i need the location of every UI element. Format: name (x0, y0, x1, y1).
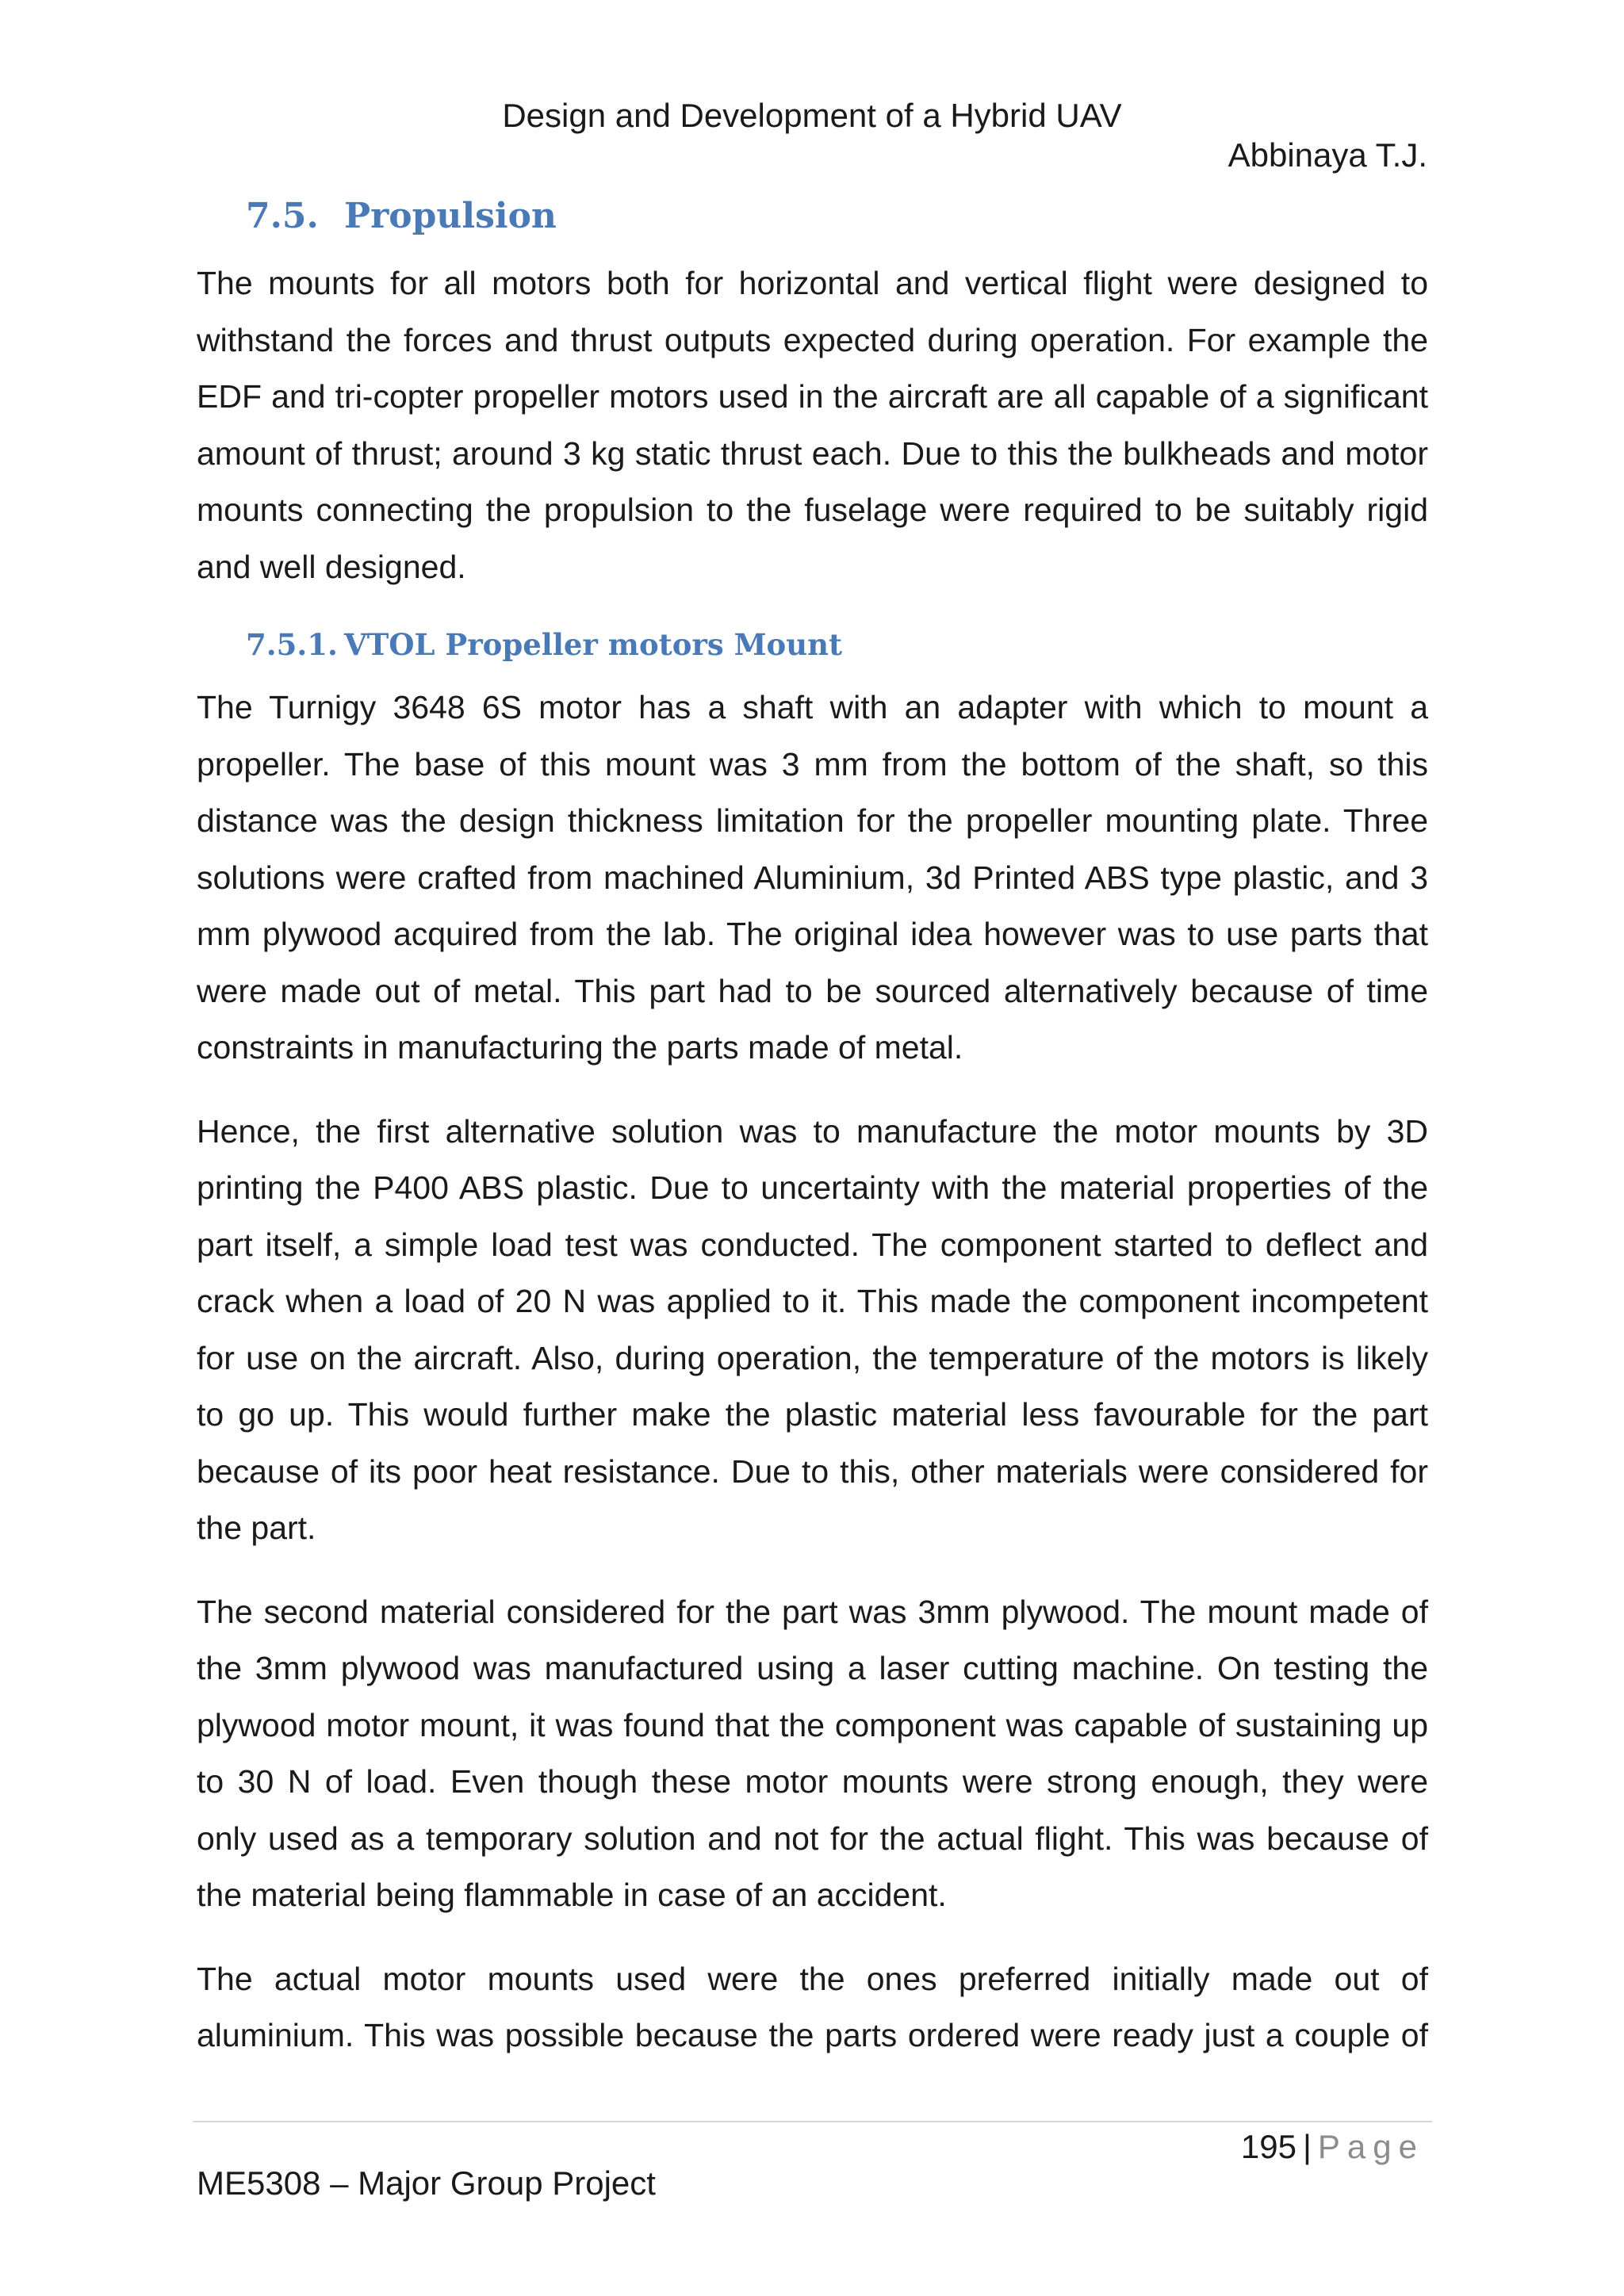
page-label: Page (1317, 2128, 1424, 2165)
page-number (1241, 2125, 1424, 2169)
section-heading (246, 193, 1428, 239)
running-footer-course: ME5308 – Major Group Project (197, 2164, 656, 2202)
subsection-title: VTOL Propeller motors Mount (344, 627, 843, 662)
page-number-value: 195 (1240, 2128, 1297, 2165)
body-paragraph: The Turnigy 3648 6S motor has a shaft with an adapter with which to mount a propeller. The base of this mount was 3 mm from the bottom of the shaft, so this distance was the design thickness limitation for the propeller mounting plate. Three solutions were crafted from machined Aluminium, 3d Printed ABS type plastic, and 3 mm plywood acquired from the lab. The original idea however was to use parts that were made out of metal. This part had to be sourced alternatively because of time constraints in manufacturing the parts made of metal. (197, 689, 1428, 1066)
body-paragraph: The second material considered for the part was 3mm plywood. The mount made of the 3mm plywood was manufactured using a laser cutting machine. On testing the plywood motor mount, it was found that the component was capable of sustaining up to 30 N of load. Even though these motor mounts were strong enough, they were only used as a temporary solution and not for the actual flight. This was because of the material being flammable in case of an accident. (197, 1593, 1428, 1913)
body-paragraph-continued: The actual motor mounts used were the ones preferred initially made out of aluminium. This was possible because the parts ordered were ready just a couple of (197, 1960, 1428, 2053)
section-intro-paragraph: The mounts for all motors both for horizontal and vertical flight were designed to withstand the forces and thrust outputs expected during operation. For example the EDF and tri-copter propeller motors used in the aircraft are all capable of a significant amount of thrust; around 3 kg static thrust each. Due to this the bulkheads and motor mounts connecting the propulsion to the fuselage were required to be suitably rigid and well designed. (197, 265, 1428, 585)
running-header-title: Design and Development of a Hybrid UAV (502, 97, 1122, 134)
subsection-heading (246, 624, 1428, 665)
section-title: Propulsion (344, 196, 557, 236)
body-paragraph: Hence, the first alternative solution was to manufacture the motor mounts by 3D printing the P400 ABS plastic. Due to uncertainty with the material properties of the part itself, a simple load test was conducted. The component started to deflect and crack when a load of 20 N was applied to it. This made the component incompetent for use on the aircraft. Also, during operation, the temperature of the motors is likely to go up. This would further make the plastic material less favourable for the part because of its poor heat resistance. Due to this, other materials were considered for the part. (197, 1112, 1428, 1546)
page-number-separator: | (1302, 2128, 1312, 2165)
footer-divider (193, 2121, 1432, 2122)
running-header-author: Abbinaya T.J. (1228, 136, 1427, 174)
subsection-number: 7.5.1. (246, 627, 338, 662)
page-body (197, 193, 1428, 2091)
section-number: 7.5. (246, 196, 319, 236)
